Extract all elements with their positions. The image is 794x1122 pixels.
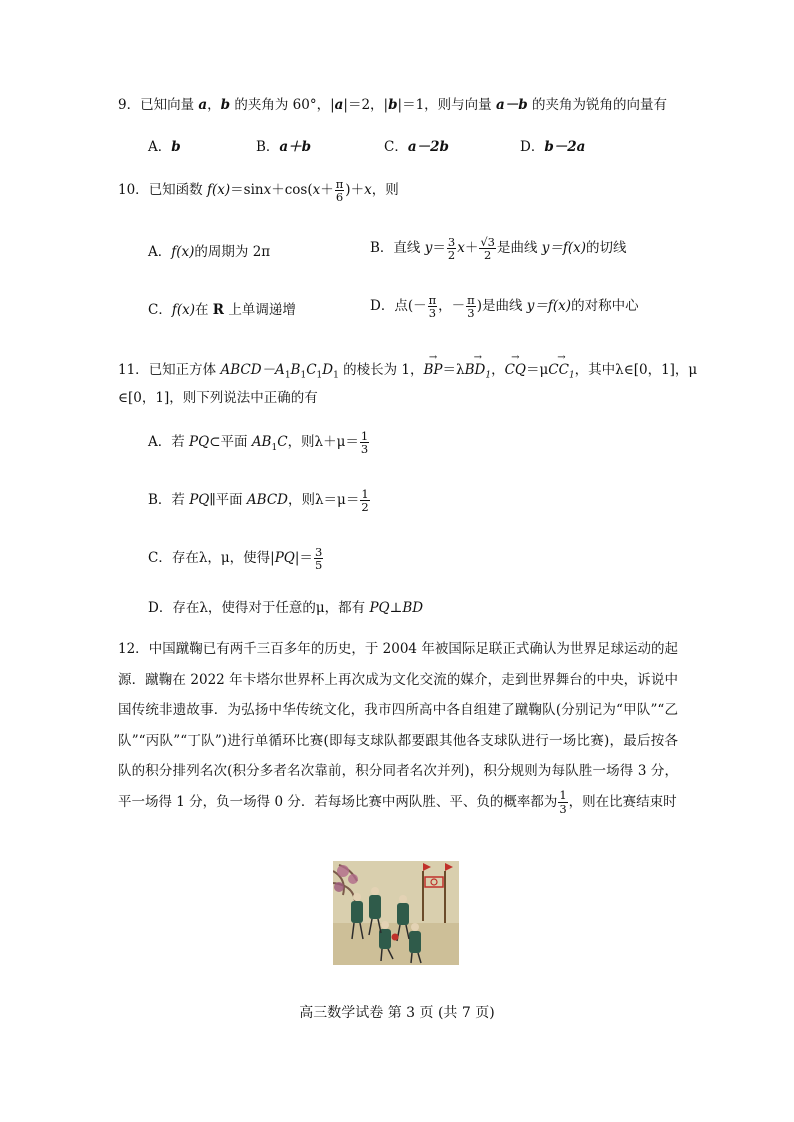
vec-b: b (220, 97, 231, 113)
option-text: 直线 (393, 240, 425, 257)
q10-math: y＝f(x) (526, 298, 572, 315)
fraction (335, 178, 345, 203)
q10-option-a (148, 244, 270, 260)
denominator: 3 (467, 306, 475, 321)
denominator: 2 (483, 248, 492, 263)
q10-math: x (457, 240, 465, 257)
option-text: 的对称中心 (571, 298, 639, 315)
option-text: |＝ (294, 550, 313, 567)
option-text: 在 (195, 302, 213, 318)
option-label: A． (148, 139, 172, 155)
q11-option-d (148, 600, 423, 616)
vector-bd1 (465, 362, 491, 381)
option-label: D． (520, 139, 545, 155)
denominator: 3 (559, 801, 567, 816)
q9-text: 的夹角为 60°，| (230, 97, 335, 113)
fraction (360, 488, 369, 513)
numerator: 1 (360, 429, 369, 443)
q11-text: ∈[0，1]，则下列说法中正确的有 (118, 390, 318, 406)
fraction (558, 789, 567, 814)
fraction (360, 430, 369, 455)
q10-math: f(x) (171, 244, 195, 260)
q10-stem (118, 178, 399, 203)
subscript: 1 (333, 370, 339, 381)
q11-number: 11． (118, 362, 149, 378)
q11-math: PQ (369, 600, 390, 616)
q11-math: D (322, 362, 334, 378)
subscript: 1 (485, 370, 492, 381)
q11-math: ABCD (246, 492, 288, 509)
numerator: 3 (314, 545, 323, 559)
q11-math: B (290, 362, 301, 378)
q9-option-d (520, 139, 585, 155)
numerator: π (428, 293, 437, 307)
q11-math: C (306, 362, 317, 378)
cuju-players-image (333, 861, 459, 965)
option-text: ，则λ＝μ＝ (287, 492, 360, 509)
option-label: B． (370, 240, 394, 257)
q10-option-b (370, 236, 627, 261)
option-text: D．存在λ，使得对于任意的μ，都有 (148, 600, 370, 616)
q10-text: )＋ (345, 182, 365, 199)
q11-text: 的棱长为 1， (338, 362, 424, 378)
vector-cc1 (548, 362, 574, 381)
numerator: 1 (361, 487, 369, 501)
option-text: b－2a (544, 139, 586, 155)
real-numbers-symbol: R (212, 302, 225, 318)
fraction (447, 236, 456, 261)
q11-math: BD (402, 600, 424, 616)
q10-math: f(x) (171, 302, 195, 318)
option-text: B．若 (148, 492, 190, 509)
option-text: A．若 (148, 434, 190, 451)
q10-option-d (370, 294, 639, 319)
fraction (466, 294, 476, 319)
numerator: 3 (447, 235, 456, 249)
option-text: 的切线 (586, 240, 627, 257)
q10-option-c (148, 302, 296, 318)
option-text: a－2b (407, 139, 449, 155)
fraction (428, 294, 438, 319)
numerator: √3 (480, 235, 495, 249)
q10-math: y＝f(x) (541, 240, 587, 257)
q10-text: ＝sin (230, 182, 264, 199)
q11-text: ＝μ (525, 362, 549, 378)
q10-text: ＋ (320, 182, 334, 199)
vector-label: CC (548, 362, 569, 378)
q11-option-c (148, 546, 324, 571)
q11-math: PQ (189, 492, 210, 509)
vector-label: BD (464, 362, 486, 378)
q10-math: x (263, 182, 272, 199)
vec-a: a (198, 97, 208, 113)
q12-number: 12． (118, 641, 149, 657)
denominator: 2 (361, 500, 369, 515)
option-text: ⊥ (389, 600, 403, 616)
q11-math: C (277, 434, 288, 451)
option-text: 上单调递增 (224, 302, 296, 318)
q11-option-b (148, 488, 371, 513)
q11-option-a (148, 430, 370, 455)
q9-stem (118, 97, 667, 113)
option-label: C． (148, 302, 172, 318)
option-label: A． (148, 244, 172, 260)
q11-stem-line2 (118, 390, 318, 406)
denominator: 3 (428, 306, 437, 321)
q9-text: ， (207, 97, 221, 113)
fraction (314, 546, 323, 571)
q10-math: x (364, 182, 372, 199)
option-text: a＋b (279, 139, 312, 155)
option-text: ＋ (464, 240, 479, 257)
option-text: 点(－ (394, 298, 427, 315)
option-text: ⊂平面 (209, 434, 252, 451)
q10-math: y (424, 240, 433, 257)
option-text: ，则λ＋μ＝ (287, 434, 359, 451)
q11-text: ＝λ (442, 362, 465, 378)
vec-a: a (334, 97, 344, 113)
denominator: 6 (335, 190, 344, 205)
q9-option-c (384, 139, 449, 155)
denominator: 5 (314, 558, 323, 573)
subscript: 1 (284, 370, 291, 381)
option-text: 是曲线 (496, 240, 542, 257)
option-text: C．存在λ，μ，使得| (148, 550, 275, 567)
option-text: ，－ (438, 298, 466, 315)
q11-text: ， (491, 362, 505, 378)
subscript: 1 (568, 370, 575, 381)
q11-math: ABCD－A (220, 362, 285, 378)
option-label: C． (384, 139, 408, 155)
q10-text: ，则 (371, 182, 399, 199)
vector-bp: → BP (424, 362, 443, 378)
option-label: D． (370, 298, 395, 315)
subscript: 1 (300, 370, 307, 381)
q12-text: 中国蹴鞠已有两千三百多年的历史，于 2004 年被国际足联正式确认为世界足球运动的起源．蹴鞠在 2022 年卡塔尔世界杯上再次成为文化交流的媒介，走到世界舞台的中央，诉说中国传统非遗故事．为弘扬中华传统文化，我市四所高中各自组建了蹴鞠队(分别记为“甲队”“乙队”“丙队”“丁队”)进行单循环比赛(即每支球队都要跟其他各支球队进行一场比赛)，最后按各队的积分排列名次(积分多者名次靠前，积分同者名次并列)，积分规则为每队胜一场得 3 分，平一场得 1 分，负一场得 0 分．若每场比赛中两队胜、平、负的概率都为 (118, 641, 678, 810)
q10-text: 已知函数 (148, 182, 207, 199)
q10-math: f(x) (206, 182, 231, 199)
option-text: 的周期为 2π (194, 244, 271, 260)
vector-cq: → CQ (505, 362, 526, 378)
q9-text: 已知向量 (140, 97, 199, 113)
q9-text: |＝2，| (343, 97, 389, 113)
cuju-illustration (333, 861, 459, 965)
page-footer: 高三数学试卷 第 3 页 (共 7 页) (299, 1005, 495, 1021)
q9-text: |＝1，则与向量 (397, 97, 496, 113)
q11-stem-line1 (118, 362, 697, 381)
q11-math: PQ (274, 550, 295, 567)
q9-option-a (148, 139, 181, 155)
option-text: b (171, 139, 181, 155)
fraction (479, 236, 496, 261)
option-text: ∥平面 (209, 492, 247, 509)
q11-text: ，其中λ∈[0，1]，μ (574, 362, 698, 378)
option-text: )是曲线 (476, 298, 527, 315)
q11-math: PQ (189, 434, 210, 451)
numerator: π (335, 177, 344, 191)
subscript: 1 (316, 370, 323, 381)
q10-text: ＋cos( (271, 182, 313, 199)
numerator: 1 (559, 788, 567, 803)
vec-b: b (388, 97, 398, 113)
q9-number: 9． (118, 97, 141, 113)
numerator: π (467, 293, 475, 307)
q11-text: 已知正方体 (148, 362, 221, 378)
option-text: ＝ (432, 240, 446, 257)
q9-text: 的夹角为锐角的向量有 (527, 97, 667, 113)
option-label: B． (256, 139, 280, 155)
subscript: 1 (271, 442, 278, 453)
q12-paragraph (118, 634, 678, 817)
denominator: 3 (360, 442, 369, 457)
q10-math: x (312, 182, 321, 199)
denominator: 2 (447, 248, 456, 263)
q12-text: ，则在比赛结束时 (568, 793, 677, 810)
q9-option-b (256, 139, 311, 155)
vec-a-minus-b: a－b (495, 97, 528, 113)
q10-number: 10． (118, 182, 149, 199)
q11-math: AB (251, 434, 272, 451)
